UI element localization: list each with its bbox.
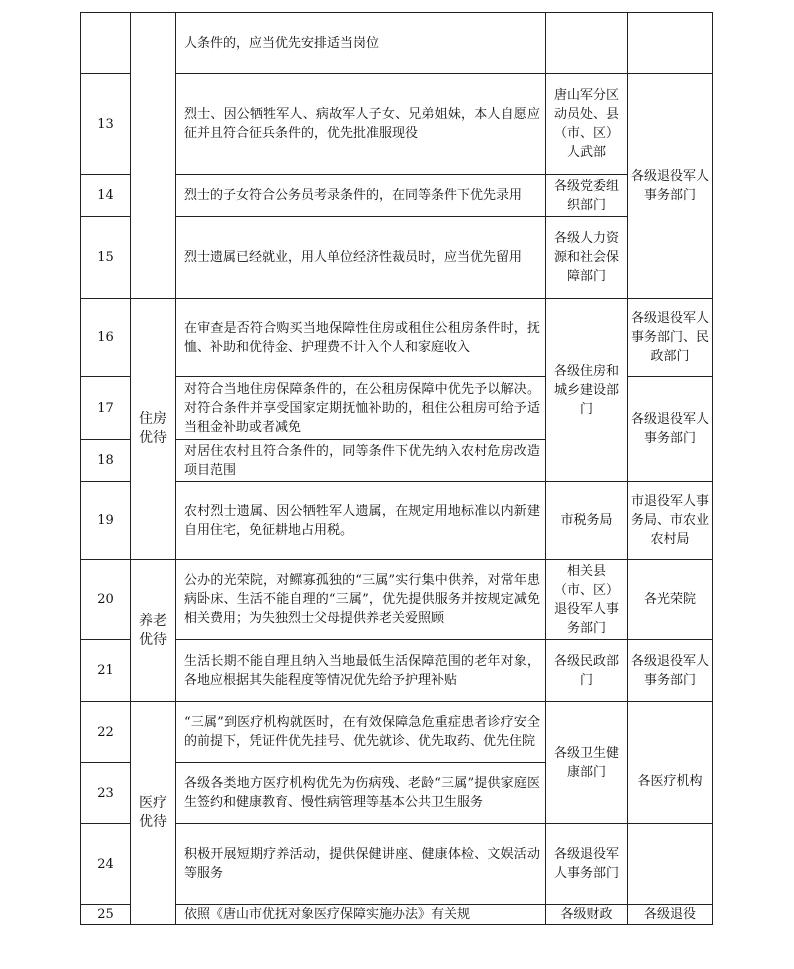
row-content: 对居住农村且符合条件的，同等条件下优先纳入农村危房改造项目范围	[176, 440, 546, 482]
row-content: 农村烈士遗属、因公牺牲军人遗属，在规定用地标准以内新建自用住宅，免征耕地占用税。	[176, 482, 546, 560]
category-medical: 医疗优待	[131, 702, 176, 925]
row-responsible: 各级退役军人事务部门、民政部门	[628, 299, 713, 377]
category-housing: 住房优待	[131, 299, 176, 560]
row-responsible-merged: 各医疗机构	[628, 702, 713, 824]
row-department: 市税务局	[546, 482, 628, 560]
row-number: 15	[81, 217, 131, 299]
table-row	[81, 217, 713, 299]
row-department: 各级民政部门	[546, 640, 628, 702]
table-row	[81, 13, 713, 74]
row-number: 18	[81, 440, 131, 482]
row-department	[546, 13, 628, 74]
row-responsible-merged: 各级退役军人事务部门	[628, 377, 713, 482]
row-number: 23	[81, 763, 131, 824]
row-responsible: 各光荣院	[628, 560, 713, 640]
row-number: 16	[81, 299, 131, 377]
row-number: 24	[81, 824, 131, 905]
row-responsible	[628, 13, 713, 74]
table-row	[81, 702, 713, 763]
row-number: 14	[81, 175, 131, 217]
row-number: 13	[81, 74, 131, 175]
row-department: 各级退役军人事务部门	[546, 824, 628, 905]
row-content: 烈士、因公牺牲军人、病故军人子女、兄弟姐妹，本人自愿应征并且符合征兵条件的，优先批准服现役	[176, 74, 546, 175]
row-content: 依照《唐山市优抚对象医疗保障实施办法》有关规	[176, 905, 546, 925]
table-row	[81, 560, 713, 640]
row-department: 各级党委组织部门	[546, 175, 628, 217]
row-number: 22	[81, 702, 131, 763]
row-number: 17	[81, 377, 131, 440]
row-department: 相关县（市、区）退役军人事务部门	[546, 560, 628, 640]
row-department: 各级人力资源和社会保障部门	[546, 217, 628, 299]
table-row	[81, 824, 713, 905]
table-row	[81, 640, 713, 702]
row-number: 19	[81, 482, 131, 560]
row-department: 唐山军分区动员处、县（市、区）人武部	[546, 74, 628, 175]
row-content: “三属”到医疗机构就医时，在有效保障急危重症患者诊疗安全的前提下，凭证件优先挂号、优先就诊、优先取药、优先住院	[176, 702, 546, 763]
table-row	[81, 74, 713, 175]
row-number: 25	[81, 905, 131, 925]
row-content: 公办的光荣院，对鳏寡孤独的“三属”实行集中供养，对常年患病卧床、生活不能自理的“三属”，优先提供服务并按规定减免相关费用；为失独烈士父母提供养老关爱照顾	[176, 560, 546, 640]
row-department-merged: 各级卫生健康部门	[546, 702, 628, 824]
row-content: 烈士的子女符合公务员考录条件的，在同等条件下优先录用	[176, 175, 546, 217]
row-number: 20	[81, 560, 131, 640]
row-content: 烈士遗属已经就业，用人单位经济性裁员时，应当优先留用	[176, 217, 546, 299]
row-content: 对符合当地住房保障条件的，在公租房保障中优先予以解决。对符合条件并享受国家定期抚恤补助的，租住公租房可给予适当租金补助或者减免	[176, 377, 546, 440]
row-content: 积极开展短期疗养活动，提供保健讲座、健康体检、文娱活动等服务	[176, 824, 546, 905]
row-responsible: 各级退役	[628, 905, 713, 925]
row-content: 生活长期不能自理且纳入当地最低生活保障范围的老年对象，各地应根据其失能程度等情况优先给予护理补贴	[176, 640, 546, 702]
table-row	[81, 299, 713, 377]
category-cell-continued	[131, 13, 176, 299]
row-responsible-merged: 各级退役军人事务部门	[628, 74, 713, 299]
row-responsible: 市退役军人事务局、市农业农村局	[628, 482, 713, 560]
row-number: 21	[81, 640, 131, 702]
row-number	[81, 13, 131, 74]
row-content: 各级各类地方医疗机构优先为伤病残、老龄“三属”提供家庭医生签约和健康教育、慢性病管理等基本公共卫生服务	[176, 763, 546, 824]
row-content: 在审查是否符合购买当地保障性住房或租住公租房条件时，抚恤、补助和优待金、护理费不计入个人和家庭收入	[176, 299, 546, 377]
row-responsible	[628, 824, 713, 905]
category-elderly: 养老优待	[131, 560, 176, 702]
row-department: 各级财政	[546, 905, 628, 925]
row-content: 人条件的，应当优先安排适当岗位	[176, 13, 546, 74]
table-row	[81, 482, 713, 560]
row-responsible: 各级退役军人事务部门	[628, 640, 713, 702]
preferential-treatment-table	[80, 12, 713, 925]
table-row	[81, 175, 713, 217]
table-row	[81, 905, 713, 925]
row-department-merged: 各级住房和城乡建设部门	[546, 299, 628, 482]
